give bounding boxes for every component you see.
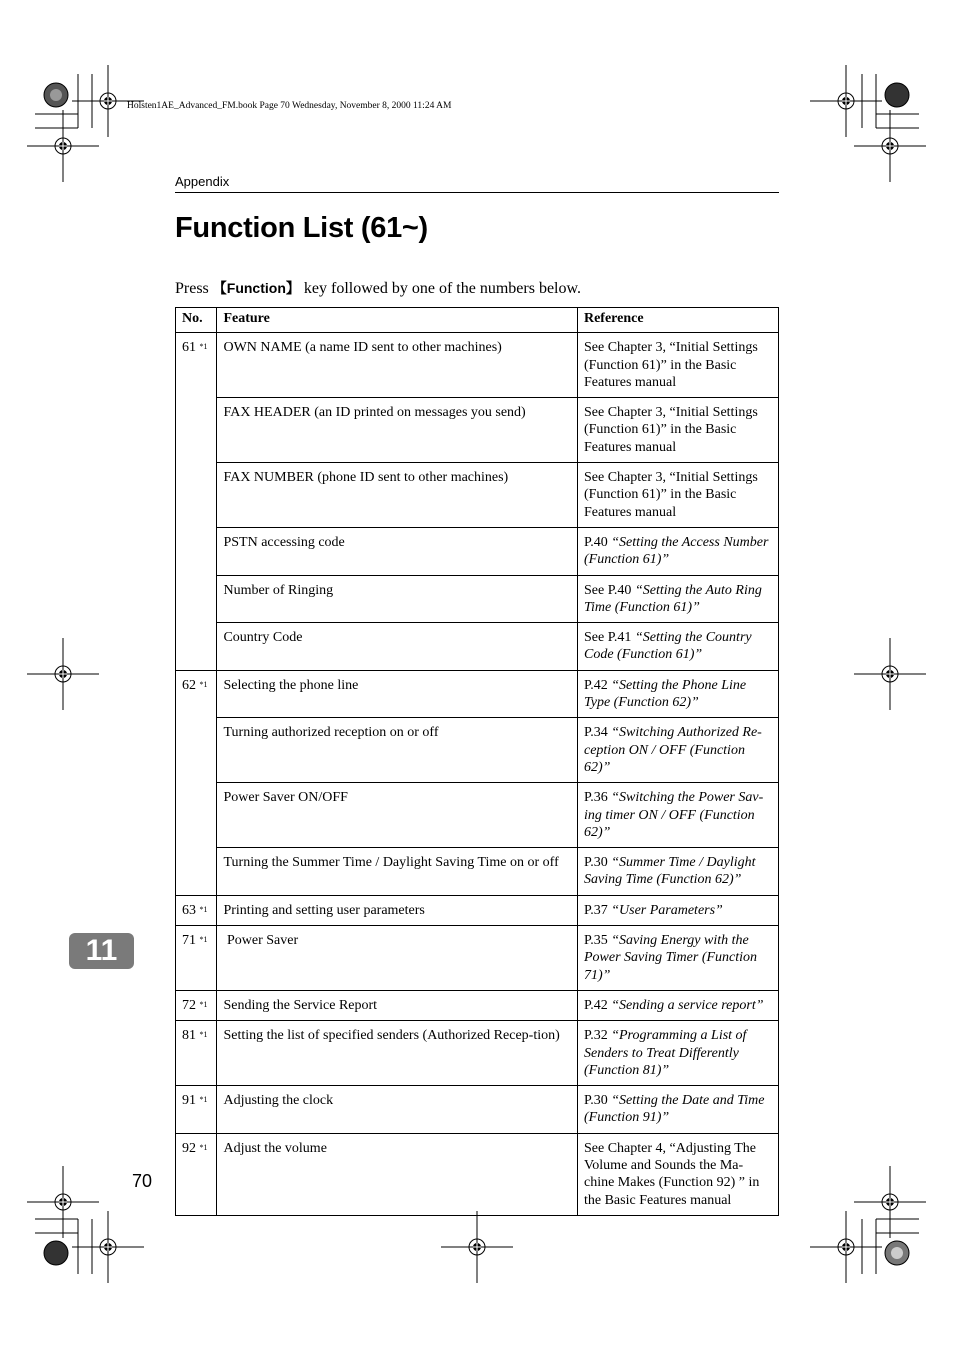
- reference-cell: [577, 575, 778, 623]
- header-reference: Reference: [577, 308, 778, 333]
- table-row: [176, 783, 779, 848]
- function-number-cell: [176, 990, 217, 1020]
- table-row: [176, 1021, 779, 1086]
- footnote-mark: *1: [199, 342, 208, 352]
- reference-cell: [577, 1133, 778, 1215]
- function-number: 71: [182, 933, 196, 949]
- feature-cell: Power Saver ON/OFF: [217, 783, 578, 848]
- feature-cell: Turning the Summer Time / Daylight Saving Time on or off: [217, 848, 578, 896]
- table-row: [176, 895, 779, 925]
- reference-page: See P.41: [583, 630, 635, 646]
- section-label: Appendix: [175, 174, 230, 189]
- function-table-body: [176, 333, 779, 1216]
- feature-cell: FAX HEADER (an ID printed on messages you send): [217, 398, 578, 463]
- reference-title: “Switching Authorized Re-ception ON / OFF (Function 62)”: [583, 725, 762, 775]
- feature-cell: FAX NUMBER (phone ID sent to other machines): [217, 463, 578, 528]
- table-row: [176, 848, 779, 896]
- header-no: No.: [176, 308, 217, 333]
- reference-cell: [577, 623, 778, 671]
- feature-cell: Turning authorized reception on or off: [217, 718, 578, 783]
- feature-cell: Power Saver: [217, 926, 578, 991]
- reference-title: “Setting the Phone Line Type (Function 62)”: [583, 677, 747, 711]
- reference-page: P.30: [583, 855, 612, 871]
- reference-title: “Programming a List of Senders to Treat Differently (Function 81)”: [583, 1028, 747, 1078]
- table-row: [176, 575, 779, 623]
- footnote-mark: *1: [199, 1095, 208, 1105]
- reference-title: “Sending a service report”: [611, 997, 764, 1013]
- function-number: 72: [182, 997, 196, 1013]
- function-number-cell: [176, 333, 217, 670]
- reference-cell: [577, 926, 778, 991]
- intro-before: Press: [175, 280, 213, 297]
- feature-cell: PSTN accessing code: [217, 527, 578, 575]
- function-number-cell: [176, 1021, 217, 1086]
- reference-title: “Setting the Auto Ring Time (Function 61)”: [583, 582, 762, 615]
- reference-page: P.35: [583, 933, 612, 949]
- reference-cell: [577, 463, 778, 528]
- feature-cell: Adjust the volume: [217, 1133, 578, 1215]
- table-row: [176, 463, 779, 528]
- table-header-row: [176, 308, 779, 333]
- reference-cell: [577, 1021, 778, 1086]
- header-feature: Feature: [217, 308, 578, 333]
- footnote-mark: *1: [199, 1030, 208, 1040]
- reference-page: See Chapter 3, “Initial Settings (Function 61)” in the Basic Features manual: [583, 470, 762, 520]
- feature-cell: Number of Ringing: [217, 575, 578, 623]
- table-row: [176, 718, 779, 783]
- table-row: [176, 990, 779, 1020]
- reference-page: P.42: [583, 997, 612, 1013]
- function-number: 62: [182, 677, 196, 693]
- function-number: 63: [182, 902, 196, 918]
- function-number: 61: [182, 340, 196, 356]
- table-row: [176, 398, 779, 463]
- reference-cell: [577, 783, 778, 848]
- reference-title: “Setting the Date and Time (Function 91)”: [583, 1093, 765, 1126]
- reference-cell: [577, 1086, 778, 1134]
- reference-page: See Chapter 4, “Adjusting The Volume and Sounds the Ma-chine Makes (Function 92) ” in the Basic Features manual: [583, 1140, 763, 1208]
- feature-cell: Setting the list of specified senders (Authorized Recep-tion): [217, 1021, 578, 1086]
- feature-cell: Sending the Service Report: [217, 990, 578, 1020]
- page-title: Function List (61~): [175, 212, 428, 244]
- footnote-mark: *1: [199, 904, 208, 914]
- function-number-cell: [176, 670, 217, 895]
- function-number: 81: [182, 1028, 196, 1044]
- reference-cell: [577, 527, 778, 575]
- table-row: [176, 1133, 779, 1215]
- page-number: 70: [132, 1171, 153, 1191]
- reference-cell: [577, 670, 778, 718]
- reference-page: P.40: [583, 534, 612, 550]
- reference-cell: [577, 990, 778, 1020]
- reference-cell: [577, 718, 778, 783]
- function-key-label: 【Function】: [212, 280, 300, 296]
- reference-cell: [577, 398, 778, 463]
- header-rule: [175, 192, 779, 193]
- table-row: [176, 333, 779, 398]
- function-table: [175, 307, 779, 1216]
- intro-after: key followed by one of the numbers below.: [299, 280, 582, 297]
- reference-cell: [577, 895, 778, 925]
- reference-page: P.36: [583, 790, 612, 806]
- feature-cell: Selecting the phone line: [217, 670, 578, 718]
- table-row: [176, 670, 779, 718]
- reference-page: See Chapter 3, “Initial Settings (Function 61)” in the Basic Features manual: [583, 340, 762, 390]
- table-row: [176, 926, 779, 991]
- intro-text: [175, 278, 581, 298]
- feature-cell: Printing and setting user parameters: [217, 895, 578, 925]
- reference-page: See Chapter 3, “Initial Settings (Function 61)” in the Basic Features manual: [583, 405, 762, 455]
- reference-title: “Saving Energy with the Power Saving Timer (Function 71)”: [583, 933, 758, 983]
- reference-page: P.30: [583, 1093, 612, 1109]
- reference-cell: [577, 848, 778, 896]
- feature-cell: Adjusting the clock: [217, 1086, 578, 1134]
- reference-page: See P.40: [583, 582, 635, 598]
- function-number-cell: [176, 1133, 217, 1215]
- function-number: 92: [182, 1140, 196, 1156]
- function-number: 91: [182, 1093, 196, 1109]
- reference-page: P.37: [583, 902, 612, 918]
- footnote-mark: *1: [199, 935, 208, 945]
- feature-cell: Country Code: [217, 623, 578, 671]
- footnote-mark: *1: [199, 999, 208, 1009]
- function-number-cell: [176, 1086, 217, 1134]
- reference-page: P.42: [583, 677, 612, 693]
- footnote-mark: *1: [199, 679, 208, 689]
- reference-title: “Summer Time / Daylight Saving Time (Function 62)”: [583, 855, 756, 888]
- reference-title: “User Parameters”: [611, 902, 723, 918]
- reference-title: “Setting the Country Code (Function 61)”: [583, 630, 752, 663]
- function-number-cell: [176, 926, 217, 991]
- table-row: [176, 527, 779, 575]
- chapter-tab: 11: [69, 933, 134, 969]
- reference-page: P.34: [583, 725, 612, 741]
- reference-title: “Setting the Access Number (Function 61)”: [583, 534, 769, 568]
- print-header: Holsten1AE_Advanced_FM.book Page 70 Wednesday, November 8, 2000 11:24 AM: [127, 101, 452, 111]
- footnote-mark: *1: [199, 1142, 208, 1152]
- function-number-cell: [176, 895, 217, 925]
- table-row: [176, 623, 779, 671]
- reference-title: “Switching the Power Sav-ing timer ON / OFF (Function 62)”: [583, 790, 764, 840]
- table-row: [176, 1086, 779, 1134]
- feature-cell: OWN NAME (a name ID sent to other machines): [217, 333, 578, 398]
- reference-page: P.32: [583, 1028, 612, 1044]
- reference-cell: [577, 333, 778, 398]
